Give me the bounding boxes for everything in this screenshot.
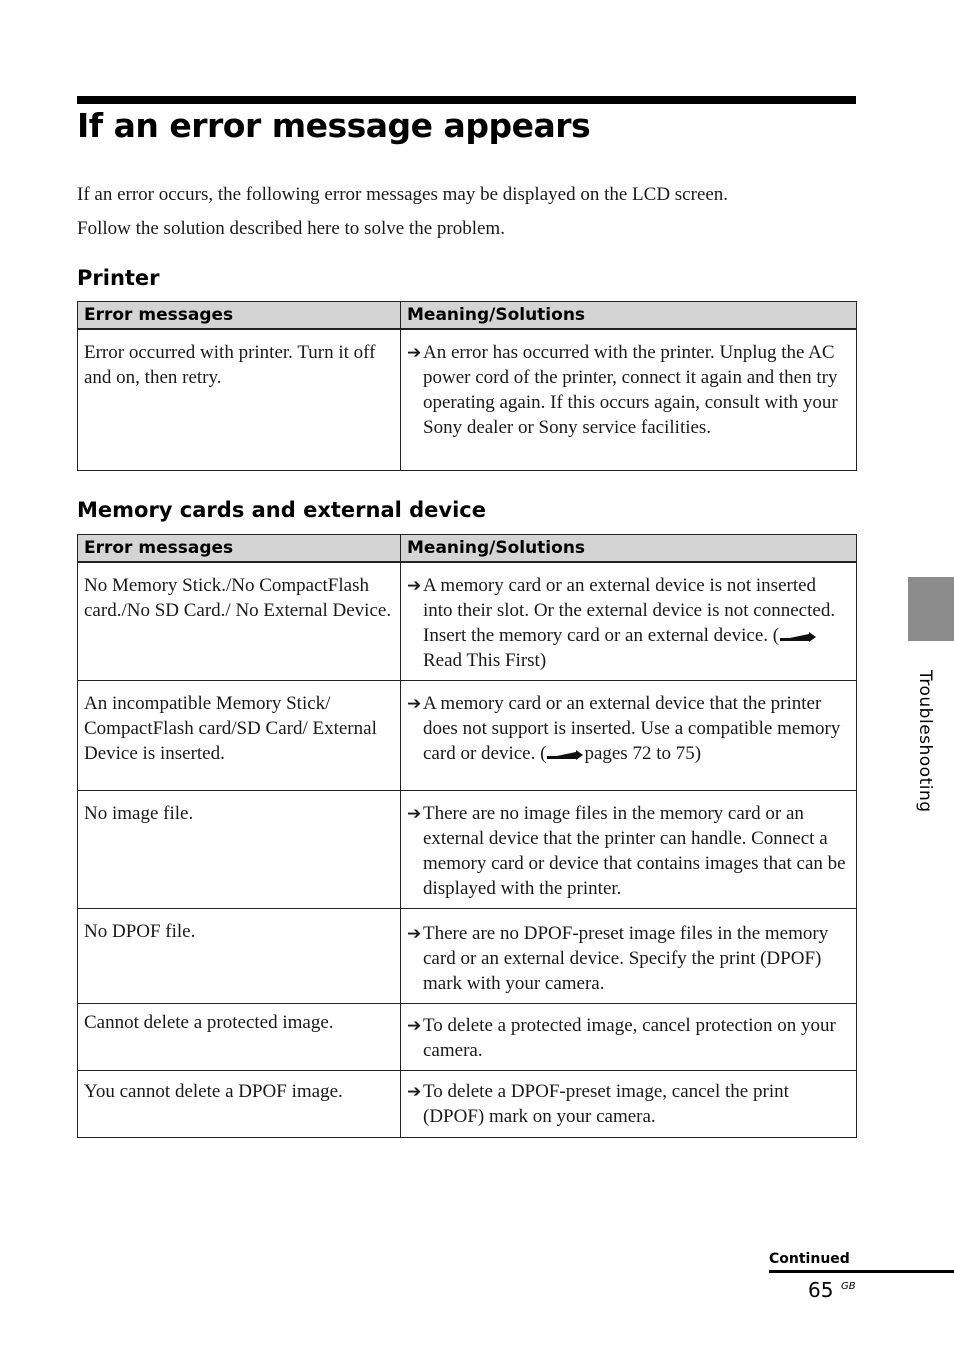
- error-message-cell: No Memory Stick./No CompactFlash card./No SD Card./ No External Device.: [78, 562, 401, 681]
- page-region-suffix: GB: [841, 1281, 856, 1292]
- memory-error-table: [77, 534, 857, 1138]
- error-message-cell: No DPOF file.: [78, 909, 401, 1004]
- intro-line: If an error occurs, the following error messages may be displayed on the LCD screen.: [77, 184, 729, 205]
- page-reference-arrow-icon: [779, 631, 817, 643]
- reference-text: pages 72 to 75): [584, 743, 702, 764]
- arrow-right-icon: ➔: [407, 343, 422, 363]
- solution-cell: [401, 681, 857, 791]
- page-title: If an error message appears: [77, 106, 591, 145]
- memory-section-heading: Memory cards and external device: [77, 498, 486, 522]
- error-message-cell: Error occurred with printer. Turn it off and on, then retry.: [78, 329, 401, 470]
- table-row: [78, 1004, 857, 1071]
- error-message-cell: An incompatible Memory Stick/ CompactFlash card/SD Card/ External Device is inserted.: [78, 681, 401, 791]
- table-header-row: [78, 535, 857, 563]
- continued-label: Continued: [769, 1251, 850, 1267]
- column-header-error-messages: Error messages: [78, 535, 401, 563]
- table-row: [78, 681, 857, 791]
- page-reference-arrow-icon: [546, 749, 584, 761]
- table-row: [78, 791, 857, 909]
- solution-cell: [401, 791, 857, 909]
- arrow-right-icon: ➔: [407, 576, 422, 596]
- arrow-right-icon: ➔: [407, 1082, 422, 1102]
- footer-rule: [769, 1270, 954, 1273]
- table-row: [78, 909, 857, 1004]
- solution-text: A memory card or an external device is not inserted into their slot. Or the external device is not connected. Insert the memory card or an external device. (: [423, 575, 836, 646]
- solution-text: An error has occurred with the printer. Unplug the AC power cord of the printer, connect it again and then try operating again. If this occurs again, consult with your Sony dealer or Sony service facilities.: [423, 342, 838, 438]
- table-row: [78, 1071, 857, 1138]
- column-header-meaning-solutions: Meaning/Solutions: [401, 535, 857, 563]
- solution-text: A memory card or an external device that the printer does not support is inserted. Use a compatible memory card or device. (: [423, 693, 841, 764]
- printer-section-heading: Printer: [77, 266, 160, 290]
- section-thumb-tab: [908, 577, 954, 641]
- solution-cell: [401, 329, 857, 470]
- page-number: 65: [808, 1278, 834, 1302]
- error-message-cell: Cannot delete a protected image.: [78, 1004, 401, 1071]
- solution-cell: [401, 562, 857, 681]
- intro-line: Follow the solution described here to solve the problem.: [77, 218, 505, 239]
- arrow-right-icon: ➔: [407, 924, 422, 944]
- table-header-row: [78, 302, 857, 330]
- arrow-right-icon: ➔: [407, 694, 422, 714]
- column-header-error-messages: Error messages: [78, 302, 401, 330]
- table-row: [78, 562, 857, 681]
- arrow-right-icon: ➔: [407, 804, 422, 824]
- error-message-cell: You cannot delete a DPOF image.: [78, 1071, 401, 1138]
- title-rule: [77, 96, 856, 104]
- solution-cell: [401, 1071, 857, 1138]
- reference-text: Read This First): [423, 650, 547, 671]
- solution-text: There are no image files in the memory card or an external device that the printer can handle. Connect a memory card or device that contains images that can be displayed with the printer.: [423, 803, 846, 899]
- solution-text: To delete a DPOF-preset image, cancel the print (DPOF) mark on your camera.: [423, 1081, 789, 1127]
- table-row: [78, 329, 857, 470]
- solution-text: There are no DPOF-preset image files in the memory card or an external device. Specify the print (DPOF) mark with your camera.: [423, 923, 829, 994]
- column-header-meaning-solutions: Meaning/Solutions: [401, 302, 857, 330]
- error-message-cell: No image file.: [78, 791, 401, 909]
- solution-text: To delete a protected image, cancel protection on your camera.: [423, 1015, 836, 1061]
- printer-error-table: [77, 301, 857, 471]
- arrow-right-icon: ➔: [407, 1016, 422, 1036]
- side-section-label: Troubleshooting: [915, 670, 935, 813]
- solution-cell: [401, 1004, 857, 1071]
- solution-cell: [401, 909, 857, 1004]
